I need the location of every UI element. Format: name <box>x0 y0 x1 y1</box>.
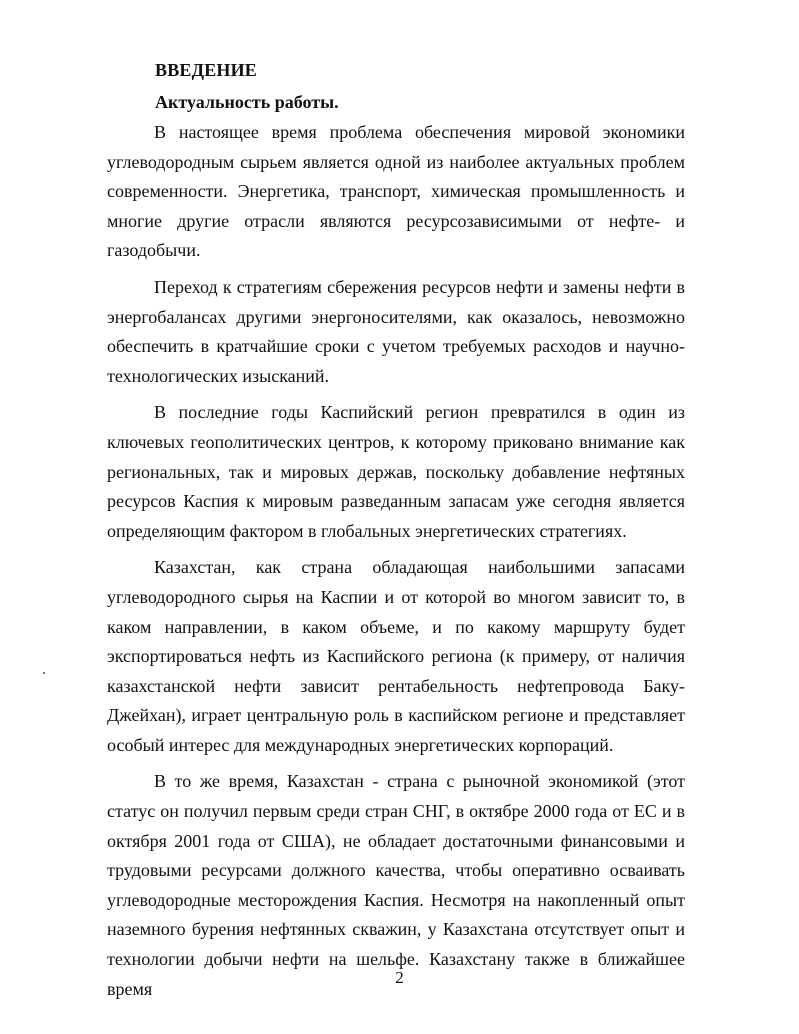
scan-speck <box>43 672 45 674</box>
section-subheading: Актуальность работы. <box>155 92 339 112</box>
section-heading: ВВЕДЕНИЕ <box>155 60 258 80</box>
paragraph-2: Переход к стратегиям сбережения ресурсов нефти и замены нефти в энергобалансах другими энергоносителями, как оказалось, невозможно обеспечить в кратчайшие сроки с учетом требуемых расходов и научно-технологических изысканий. <box>107 276 685 386</box>
paragraph-1: В настоящее время проблема обеспечения мировой экономики углеводородным сырьем является одной из наиболее актуальных проблем современности. Энергетика, транспорт, химическая промышленность и многие другие отрасли являются ресурсозависимыми от нефте- и газодобычи. <box>107 122 685 261</box>
body-text <box>107 118 685 1004</box>
paragraph-5: В то же время, Казахстан - страна с рыночной экономикой (этот статус он получил первым среди стран СНГ, в октябре 2000 года от ЕС и в октября 2001 года от США), не обладает достаточными финансовыми и трудовыми ресурсами должного качества, чтобы оперативно осваивать углеводородные месторождения Каспия. Несмотря на накопленный опыт наземного бурения нефтянных скважин, у Казахстана отсутствует опыт и технологии добычи нефти на шельфе. Казахстану также в ближайшее время <box>107 771 685 999</box>
page-number: 2 <box>395 968 404 987</box>
paragraph-3: В последние годы Каспийский регион превратился в один из ключевых геополитических центров, к которому приковано внимание как региональных, так и мировых держав, поскольку добавление нефтяных ресурсов Каспия к мировым разведанным запасам уже сегодня является определяющим фактором в глобальных энергетических стратегиях. <box>107 402 685 541</box>
paragraph-4: Казахстан, как страна обладающая наибольшими запасами углеводородного сырья на Каспии и от которой во многом зависит то, в каком направлении, в каком объеме, и по какому маршруту будет экспортироваться нефть из Каспийского региона (к примеру, от наличия казахстанской нефти зависит рентабельность нефтепровода Баку-Джейхан), играет центральную роль в каспийском регионе и представляет особый интерес для международных энергетических корпораций. <box>107 557 685 755</box>
